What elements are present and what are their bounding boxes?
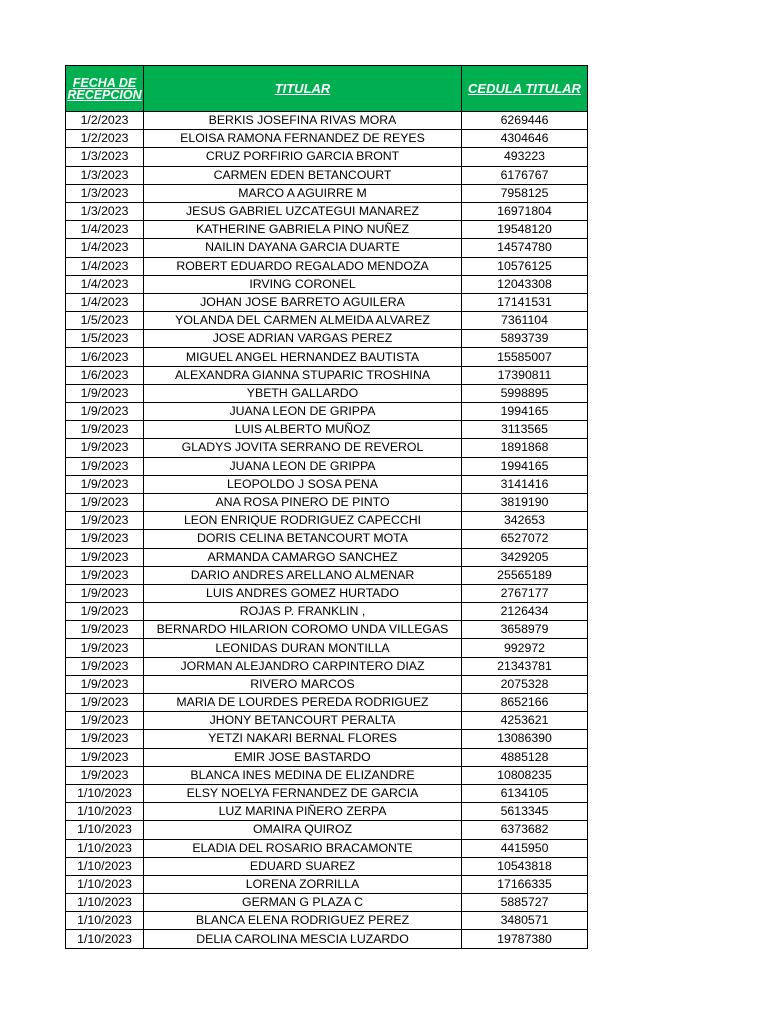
table-row <box>66 275 588 293</box>
fecha-cell: 1/9/2023 <box>66 675 144 693</box>
header-row <box>66 66 588 112</box>
titular-cell: ROJAS P. FRANKLIN , <box>144 603 462 621</box>
fecha-cell: 1/9/2023 <box>66 403 144 421</box>
titular-cell: CRUZ PORFIRIO GARCIA BRONT <box>144 148 462 166</box>
cedula-cell: 1891868 <box>462 439 588 457</box>
titular-cell: LUIS ANDRES GOMEZ HURTADO <box>144 584 462 602</box>
titular-cell: ELADIA DEL ROSARIO BRACAMONTE <box>144 839 462 857</box>
titular-cell: LEOPOLDO J SOSA PENA <box>144 475 462 493</box>
titular-cell: DELIA CAROLINA MESCIA LUZARDO <box>144 930 462 948</box>
header-cedula-titular: CEDULA TITULAR <box>462 66 588 112</box>
cedula-cell: 3113565 <box>462 421 588 439</box>
fecha-cell: 1/5/2023 <box>66 312 144 330</box>
cedula-cell: 4885128 <box>462 748 588 766</box>
cedula-cell: 10576125 <box>462 257 588 275</box>
fecha-cell: 1/9/2023 <box>66 530 144 548</box>
records-table <box>65 65 588 949</box>
titular-cell: GERMAN G PLAZA C <box>144 894 462 912</box>
titular-cell: DARIO ANDRES ARELLANO ALMENAR <box>144 566 462 584</box>
cedula-cell: 4304646 <box>462 130 588 148</box>
titular-cell: LORENA ZORRILLA <box>144 875 462 893</box>
titular-cell: YETZI NAKARI BERNAL FLORES <box>144 730 462 748</box>
table-row <box>66 493 588 511</box>
titular-cell: BLANCA ELENA RODRIGUEZ PEREZ <box>144 912 462 930</box>
titular-cell: ANA ROSA PINERO DE PINTO <box>144 493 462 511</box>
titular-cell: MIGUEL ANGEL HERNANDEZ BAUTISTA <box>144 348 462 366</box>
cedula-cell: 992972 <box>462 639 588 657</box>
cedula-cell: 6269446 <box>462 112 588 130</box>
table-row <box>66 712 588 730</box>
fecha-cell: 1/9/2023 <box>66 493 144 511</box>
fecha-cell: 1/9/2023 <box>66 766 144 784</box>
table-row <box>66 839 588 857</box>
table-row <box>66 603 588 621</box>
fecha-cell: 1/10/2023 <box>66 894 144 912</box>
fecha-cell: 1/9/2023 <box>66 694 144 712</box>
titular-cell: LUIS ALBERTO MUÑOZ <box>144 421 462 439</box>
table-row <box>66 730 588 748</box>
cedula-cell: 1994165 <box>462 403 588 421</box>
cedula-cell: 17166335 <box>462 875 588 893</box>
titular-cell: YBETH GALLARDO <box>144 384 462 402</box>
table-row <box>66 330 588 348</box>
cedula-cell: 3141416 <box>462 475 588 493</box>
fecha-cell: 1/4/2023 <box>66 257 144 275</box>
table-row <box>66 748 588 766</box>
titular-cell: ELOISA RAMONA FERNANDEZ DE REYES <box>144 130 462 148</box>
titular-cell: IRVING CORONEL <box>144 275 462 293</box>
table-row <box>66 475 588 493</box>
table-row <box>66 566 588 584</box>
titular-cell: JHONY BETANCOURT PERALTA <box>144 712 462 730</box>
titular-cell: BERNARDO HILARION COROMO UNDA VILLEGAS <box>144 621 462 639</box>
fecha-cell: 1/4/2023 <box>66 239 144 257</box>
cedula-cell: 2767177 <box>462 584 588 602</box>
fecha-cell: 1/10/2023 <box>66 875 144 893</box>
fecha-cell: 1/3/2023 <box>66 166 144 184</box>
fecha-cell: 1/9/2023 <box>66 512 144 530</box>
table-row <box>66 239 588 257</box>
table-row <box>66 112 588 130</box>
table-row <box>66 384 588 402</box>
fecha-cell: 1/4/2023 <box>66 275 144 293</box>
table-row <box>66 184 588 202</box>
cedula-cell: 17390811 <box>462 366 588 384</box>
titular-cell: KATHERINE GABRIELA PINO NUÑEZ <box>144 221 462 239</box>
table-row <box>66 548 588 566</box>
cedula-cell: 4415950 <box>462 839 588 857</box>
fecha-cell: 1/9/2023 <box>66 712 144 730</box>
cedula-cell: 6527072 <box>462 530 588 548</box>
table-row <box>66 894 588 912</box>
table-body <box>66 112 588 949</box>
fecha-cell: 1/6/2023 <box>66 348 144 366</box>
table-row <box>66 421 588 439</box>
fecha-cell: 1/10/2023 <box>66 912 144 930</box>
fecha-cell: 1/10/2023 <box>66 784 144 802</box>
fecha-cell: 1/9/2023 <box>66 548 144 566</box>
titular-cell: LEON ENRIQUE RODRIGUEZ CAPECCHI <box>144 512 462 530</box>
fecha-cell: 1/9/2023 <box>66 457 144 475</box>
table-row <box>66 512 588 530</box>
titular-cell: EDUARD SUAREZ <box>144 857 462 875</box>
table-row <box>66 348 588 366</box>
fecha-cell: 1/9/2023 <box>66 657 144 675</box>
fecha-cell: 1/9/2023 <box>66 748 144 766</box>
table-row <box>66 694 588 712</box>
titular-cell: NAILIN DAYANA GARCIA DUARTE <box>144 239 462 257</box>
table-row <box>66 912 588 930</box>
cedula-cell: 3480571 <box>462 912 588 930</box>
fecha-cell: 1/10/2023 <box>66 930 144 948</box>
titular-cell: YOLANDA DEL CARMEN ALMEIDA ALVAREZ <box>144 312 462 330</box>
cedula-cell: 10543818 <box>462 857 588 875</box>
titular-cell: GLADYS JOVITA SERRANO DE REVEROL <box>144 439 462 457</box>
table-row <box>66 166 588 184</box>
titular-cell: MARCO A AGUIRRE M <box>144 184 462 202</box>
cedula-cell: 6176767 <box>462 166 588 184</box>
titular-cell: ROBERT EDUARDO REGALADO MENDOZA <box>144 257 462 275</box>
fecha-cell: 1/2/2023 <box>66 112 144 130</box>
cedula-cell: 13086390 <box>462 730 588 748</box>
table-row <box>66 875 588 893</box>
fecha-cell: 1/3/2023 <box>66 202 144 220</box>
cedula-cell: 7361104 <box>462 312 588 330</box>
table-row <box>66 766 588 784</box>
fecha-cell: 1/9/2023 <box>66 566 144 584</box>
fecha-cell: 1/2/2023 <box>66 130 144 148</box>
table-row <box>66 803 588 821</box>
fecha-cell: 1/10/2023 <box>66 821 144 839</box>
titular-cell: ELSY NOELYA FERNANDEZ DE GARCIA <box>144 784 462 802</box>
fecha-cell: 1/9/2023 <box>66 584 144 602</box>
table-row <box>66 621 588 639</box>
table-row <box>66 457 588 475</box>
cedula-cell: 19548120 <box>462 221 588 239</box>
cedula-cell: 7958125 <box>462 184 588 202</box>
table-row <box>66 293 588 311</box>
fecha-cell: 1/9/2023 <box>66 439 144 457</box>
titular-cell: JORMAN ALEJANDRO CARPINTERO DIAZ <box>144 657 462 675</box>
titular-cell: JUANA LEON DE GRIPPA <box>144 403 462 421</box>
titular-cell: JOSE ADRIAN VARGAS PEREZ <box>144 330 462 348</box>
titular-cell: LEONIDAS DURAN MONTILLA <box>144 639 462 657</box>
fecha-cell: 1/10/2023 <box>66 803 144 821</box>
titular-cell: OMAIRA QUIROZ <box>144 821 462 839</box>
titular-cell: LUZ MARINA PIÑERO ZERPA <box>144 803 462 821</box>
cedula-cell: 3819190 <box>462 493 588 511</box>
table-row <box>66 584 588 602</box>
cedula-cell: 10808235 <box>462 766 588 784</box>
header-titular: TITULAR <box>144 66 462 112</box>
table-row <box>66 639 588 657</box>
titular-cell: EMIR JOSE BASTARDO <box>144 748 462 766</box>
cedula-cell: 17141531 <box>462 293 588 311</box>
cedula-cell: 3658979 <box>462 621 588 639</box>
header-fecha-recepcion: FECHA DE RECEPCION <box>66 66 144 112</box>
titular-cell: DORIS CELINA BETANCOURT MOTA <box>144 530 462 548</box>
table-row <box>66 221 588 239</box>
table-row <box>66 930 588 948</box>
cedula-cell: 3429205 <box>462 548 588 566</box>
cedula-cell: 5998895 <box>462 384 588 402</box>
cedula-cell: 6134105 <box>462 784 588 802</box>
fecha-cell: 1/3/2023 <box>66 148 144 166</box>
titular-cell: RIVERO MARCOS <box>144 675 462 693</box>
fecha-cell: 1/9/2023 <box>66 621 144 639</box>
fecha-cell: 1/9/2023 <box>66 475 144 493</box>
cedula-cell: 5613345 <box>462 803 588 821</box>
table-row <box>66 202 588 220</box>
cedula-cell: 12043308 <box>462 275 588 293</box>
fecha-cell: 1/9/2023 <box>66 639 144 657</box>
cedula-cell: 1994165 <box>462 457 588 475</box>
titular-cell: CARMEN EDEN BETANCOURT <box>144 166 462 184</box>
fecha-cell: 1/3/2023 <box>66 184 144 202</box>
cedula-cell: 19787380 <box>462 930 588 948</box>
fecha-cell: 1/9/2023 <box>66 421 144 439</box>
table-row <box>66 148 588 166</box>
fecha-cell: 1/10/2023 <box>66 839 144 857</box>
table-row <box>66 312 588 330</box>
titular-cell: JOHAN JOSE BARRETO AGUILERA <box>144 293 462 311</box>
fecha-cell: 1/9/2023 <box>66 384 144 402</box>
fecha-cell: 1/5/2023 <box>66 330 144 348</box>
table-row <box>66 130 588 148</box>
fecha-cell: 1/9/2023 <box>66 730 144 748</box>
fecha-cell: 1/4/2023 <box>66 293 144 311</box>
table-row <box>66 366 588 384</box>
table-row <box>66 439 588 457</box>
table-row <box>66 675 588 693</box>
titular-cell: ARMANDA CAMARGO SANCHEZ <box>144 548 462 566</box>
cedula-cell: 15585007 <box>462 348 588 366</box>
cedula-cell: 5893739 <box>462 330 588 348</box>
cedula-cell: 21343781 <box>462 657 588 675</box>
cedula-cell: 8652166 <box>462 694 588 712</box>
titular-cell: JESUS GABRIEL UZCATEGUI MANAREZ <box>144 202 462 220</box>
fecha-cell: 1/10/2023 <box>66 857 144 875</box>
titular-cell: BERKIS JOSEFINA RIVAS MORA <box>144 112 462 130</box>
fecha-cell: 1/6/2023 <box>66 366 144 384</box>
cedula-cell: 25565189 <box>462 566 588 584</box>
cedula-cell: 2075328 <box>462 675 588 693</box>
fecha-cell: 1/9/2023 <box>66 603 144 621</box>
cedula-cell: 493223 <box>462 148 588 166</box>
table-row <box>66 857 588 875</box>
table-row <box>66 657 588 675</box>
cedula-cell: 16971804 <box>462 202 588 220</box>
table-row <box>66 821 588 839</box>
cedula-cell: 4253621 <box>462 712 588 730</box>
table-row <box>66 530 588 548</box>
cedula-cell: 342653 <box>462 512 588 530</box>
fecha-cell: 1/4/2023 <box>66 221 144 239</box>
titular-cell: MARIA DE LOURDES PEREDA RODRIGUEZ <box>144 694 462 712</box>
cedula-cell: 6373682 <box>462 821 588 839</box>
cedula-cell: 5885727 <box>462 894 588 912</box>
titular-cell: ALEXANDRA GIANNA STUPARIC TROSHINA <box>144 366 462 384</box>
table-row <box>66 784 588 802</box>
cedula-cell: 14574780 <box>462 239 588 257</box>
table-row <box>66 257 588 275</box>
table-row <box>66 403 588 421</box>
titular-cell: JUANA LEON DE GRIPPA <box>144 457 462 475</box>
cedula-cell: 2126434 <box>462 603 588 621</box>
titular-cell: BLANCA INES MEDINA DE ELIZANDRE <box>144 766 462 784</box>
